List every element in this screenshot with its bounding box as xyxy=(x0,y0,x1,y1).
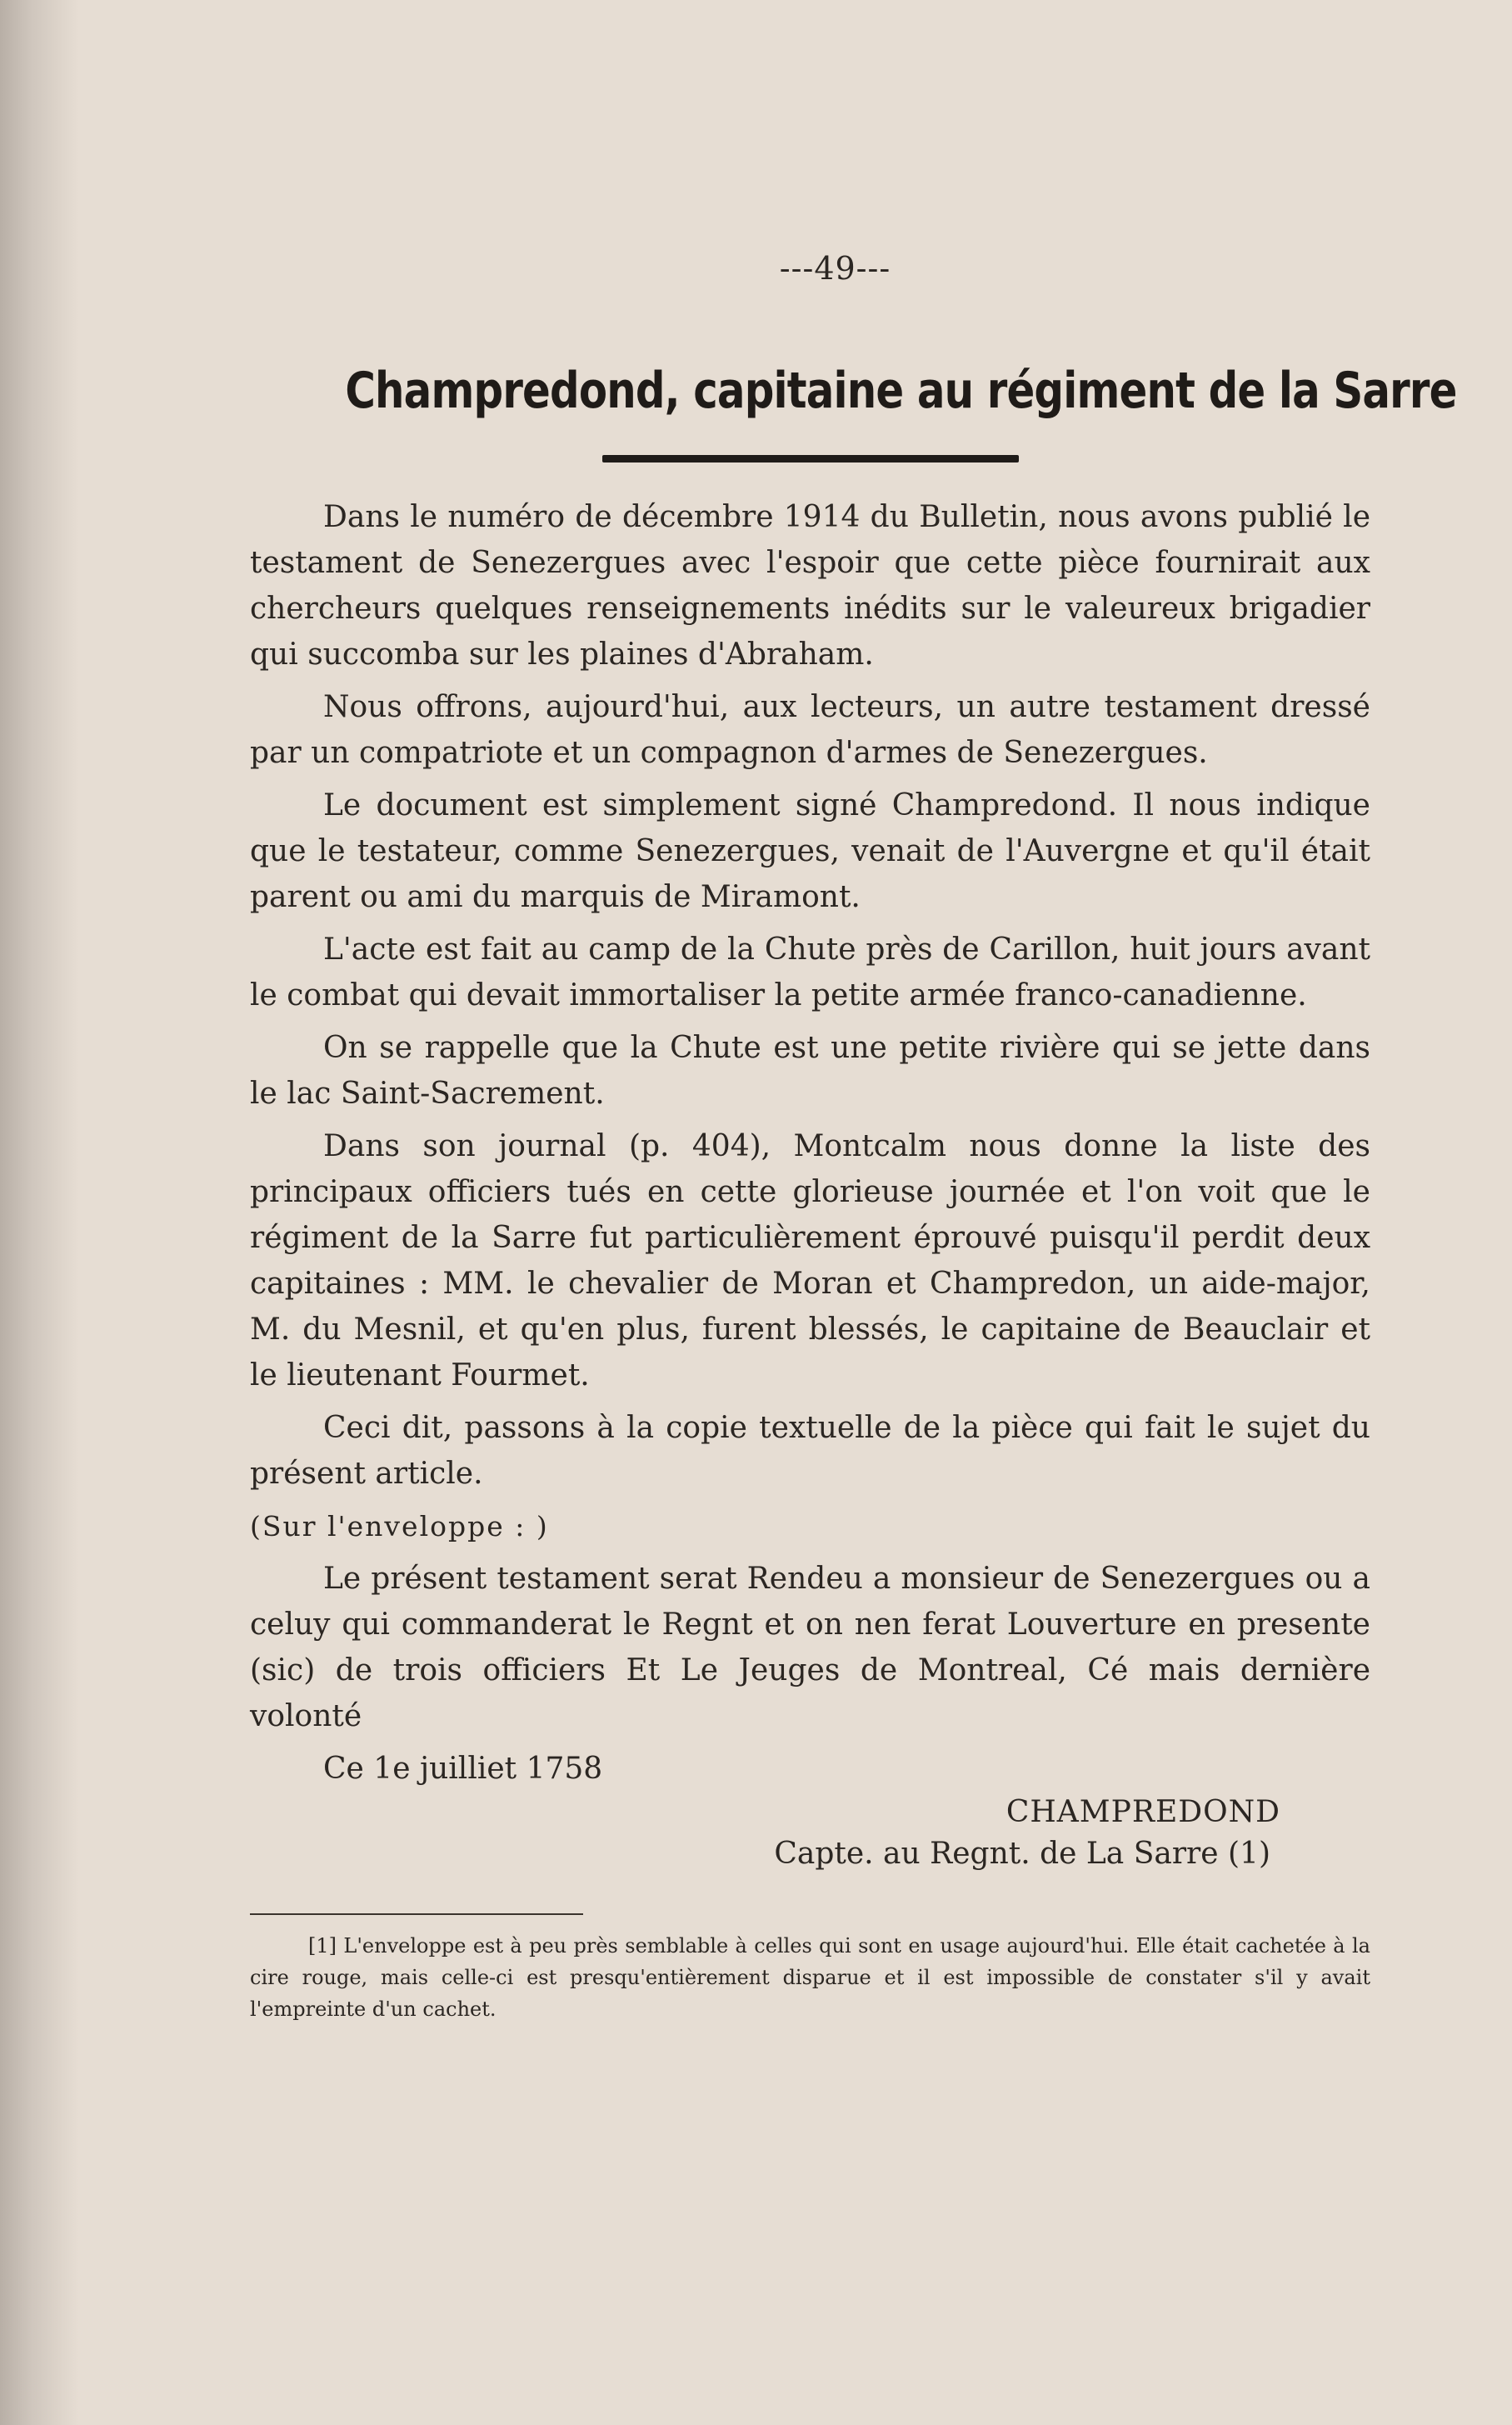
envelope-label: (Sur l'enveloppe : ) xyxy=(250,1510,549,1542)
title-underline xyxy=(602,455,1019,462)
book-spine-shadow xyxy=(0,0,79,2425)
paragraph-3: Le document est simplement signé Champredond. Il nous indique que le testateur, comme Senezergues, venait de l'Auvergne et qu'il était parent ou ami du marquis de Miramont. xyxy=(250,788,1370,914)
paragraph-1: Dans le numéro de décembre 1914 du Bulletin, nous avons publié le testament de Senezergues avec l'espoir que cette pièce fournirait aux chercheurs quelques renseignements inédits sur le valeureux brigadier qui succomba sur les plaines d'Abraham. xyxy=(250,500,1370,672)
signature-name: CHAMPREDOND xyxy=(1006,1795,1280,1829)
document-page xyxy=(250,250,1457,2025)
footnote: [1] L'enveloppe est à peu près semblable à celles qui sont en usage aujourd'hui. Elle était cachetée à la cire rouge, mais celle-ci est presqu'entièrement disparue et il est impossible de constater s'il y avait l'empreinte d'un cachet. xyxy=(250,1934,1370,2021)
signature-role: Capte. au Regnt. de La Sarre (1) xyxy=(774,1837,1270,1871)
paragraph-2: Nous offrons, aujourd'hui, aux lecteurs, un autre testament dressé par un compatriote et un compagnon d'armes de Senezergues. xyxy=(250,690,1370,770)
paragraph-4: L'acte est fait au camp de la Chute près de Carillon, huit jours avant le combat qui devait immortaliser la petite armée franco-canadienne. xyxy=(250,932,1370,1012)
page-title: Champredond, capitaine au régiment de la Sarre xyxy=(345,362,1457,420)
paragraph-5: On se rappelle que la Chute est une petite rivière qui se jette dans le lac Saint-Sacrement. xyxy=(250,1031,1370,1111)
date-line: Ce 1e juilliet 1758 xyxy=(323,1752,603,1786)
paragraph-6: Dans son journal (p. 404), Montcalm nous donne la liste des principaux officiers tués en cette glorieuse journée et l'on voit que le régiment de la Sarre fut particulièrement éprouvé puisqu'il perdit deux capitaines : MM. le chevalier de Moran et Champredon, un aide-major, M. du Mesnil, et qu'en plus, furent blessés, le capitaine de Beauclair et le lieutenant Fourmet. xyxy=(250,1129,1370,1392)
paragraph-7: Ceci dit, passons à la copie textuelle de la pièce qui fait le sujet du présent article. xyxy=(250,1411,1370,1491)
footnote-divider xyxy=(250,1913,583,1915)
page-number: ---49--- xyxy=(779,250,891,287)
testament-text: Le présent testament serat Rendeu a monsieur de Senezergues ou a celuy qui commanderat le Regnt et on nen ferat Louverture en presente (sic) de trois officiers Et Le Jeuges de Montreal, Cé mais dernière volonté xyxy=(250,1562,1370,1733)
article-body xyxy=(250,494,1370,1792)
